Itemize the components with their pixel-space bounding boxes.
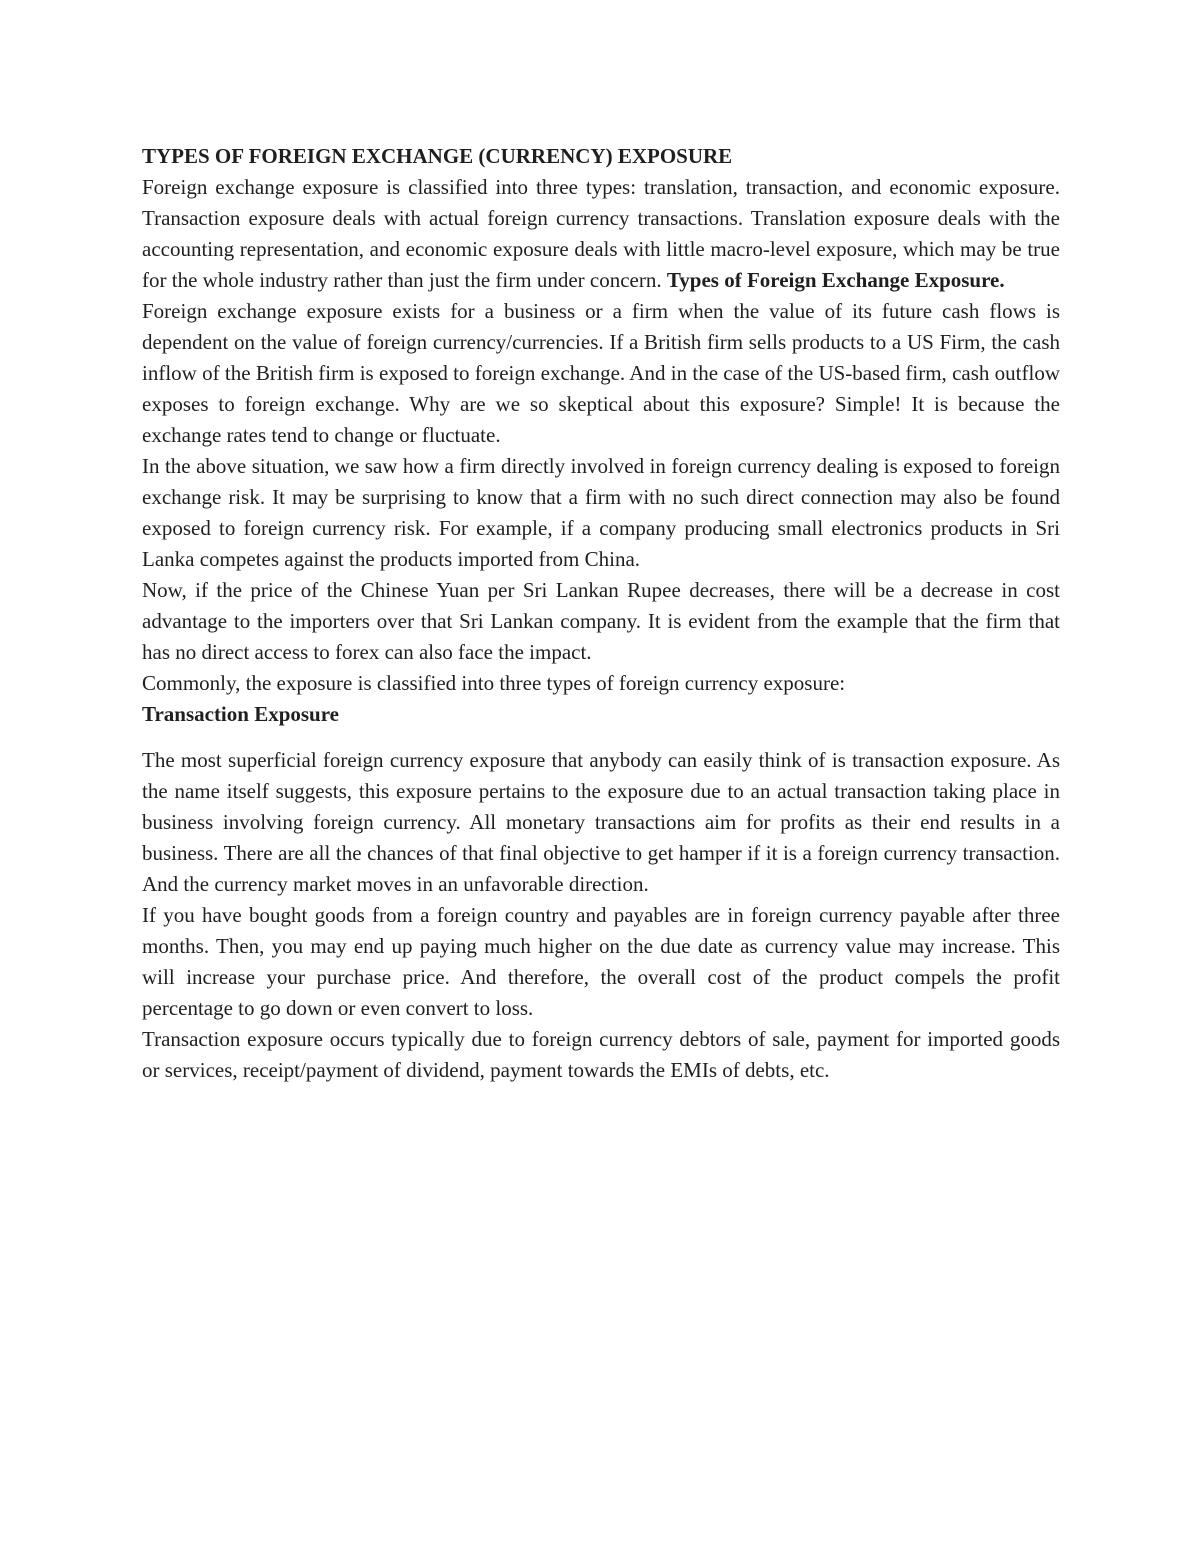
paragraph-yuan-rupee: Now, if the price of the Chinese Yuan per Sri Lankan Rupee decreases, there will be a decrease in cost advantage to the importers over that Sri Lankan company. It is evident from the example that the firm that has no direct access to forex can also face the impact.: [142, 578, 1060, 664]
section-heading-transaction-exposure: Transaction Exposure: [142, 702, 339, 726]
paragraph-cash-flows: Foreign exchange exposure exists for a business or a firm when the value of its future cash flows is dependent on the value of foreign currency/currencies. If a British firm sells products to a US Firm, the cash inflow of the British firm is exposed to foreign exchange. And in the case of the US-based firm, cash outflow exposes to foreign exchange. Why are we so skeptical about this exposure? Simple! It is because the exchange rates tend to change or fluctuate.: [142, 299, 1060, 447]
paragraph-bought-goods: If you have bought goods from a foreign country and payables are in foreign currency payable after three months. Then, you may end up paying much higher on the due date as currency value may increase. This will increase your purchase price. And therefore, the overall cost of the product compels the profit percentage to go down or even convert to loss.: [142, 903, 1060, 1020]
document-title: TYPES OF FOREIGN EXCHANGE (CURRENCY) EXPOSURE: [142, 144, 733, 168]
paragraph-three-types: Commonly, the exposure is classified into three types of foreign currency exposure:: [142, 671, 846, 695]
paragraph-transaction-causes: Transaction exposure occurs typically due to foreign currency debtors of sale, payment for imported goods or services, receipt/payment of dividend, payment towards the EMIs of debts, etc.: [142, 1027, 1060, 1082]
intro-paragraph: [142, 172, 1060, 296]
document-page: [142, 141, 1060, 1086]
intro-bold-heading: Types of Foreign Exchange Exposure.: [666, 268, 1005, 292]
intro-text: Foreign exchange exposure is classified into three types: translation, transaction, and economic exposure. Transaction exposure deals with actual foreign currency transactions. Translation exposure deals with the accounting representation, and economic exposure deals with little macro-level exposure, which may be true for the whole industry rather than just the firm under concern.: [142, 175, 1060, 292]
paragraph-indirect-exposure: In the above situation, we saw how a firm directly involved in foreign currency dealing is exposed to foreign exchange risk. It may be surprising to know that a firm with no such direct connection may also be found exposed to foreign currency risk. For example, if a company producing small electronics products in Sri Lanka competes against the products imported from China.: [142, 454, 1060, 571]
paragraph-superficial-exposure: The most superficial foreign currency exposure that anybody can easily think of is transaction exposure. As the name itself suggests, this exposure pertains to the exposure due to an actual transaction taking place in business involving foreign currency. All monetary transactions aim for profits as their end results in a business. There are all the chances of that final objective to get hamper if it is a foreign currency transaction. And the currency market moves in an unfavorable direction.: [142, 748, 1060, 896]
